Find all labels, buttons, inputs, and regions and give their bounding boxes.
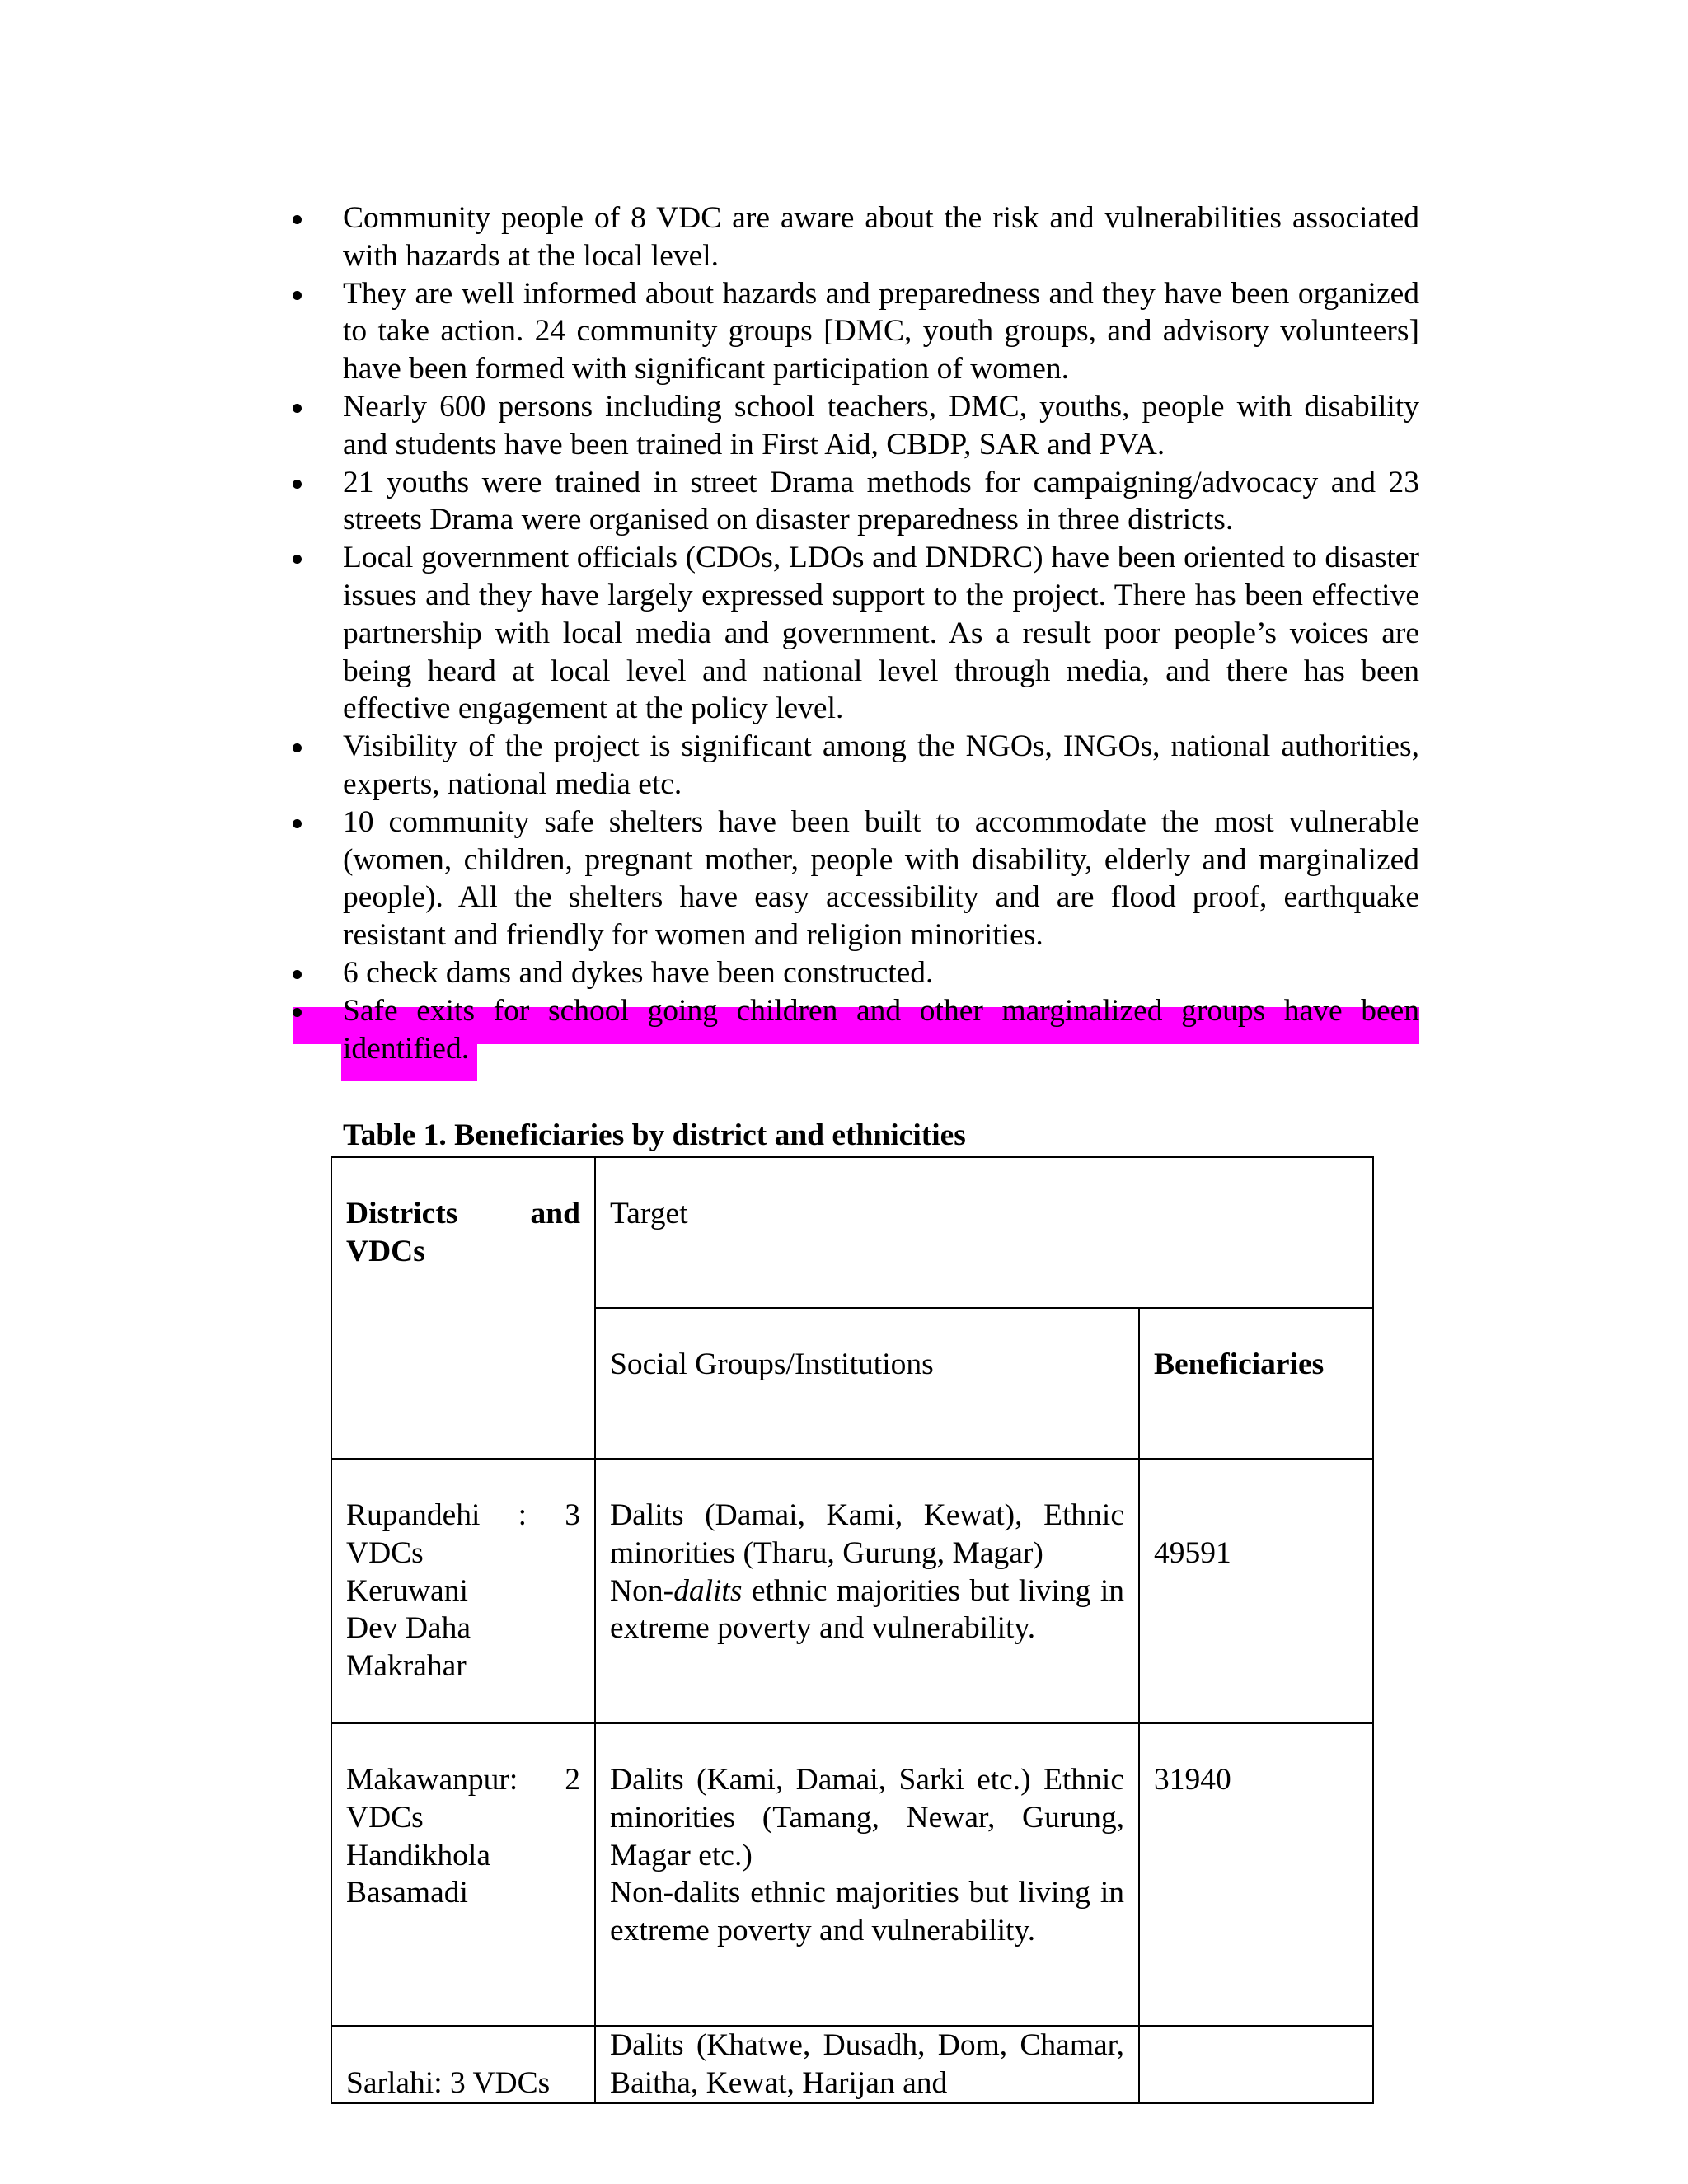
bullet-item [290,464,1419,540]
bullet-item [290,539,1419,728]
district-cell [331,2026,595,2103]
bullet-icon [293,970,302,979]
bullet-icon [293,743,302,752]
bullet-icon [293,291,302,300]
bullet-icon [293,480,302,489]
bullet-item-highlighted [290,992,1419,1068]
bullet-item [290,804,1419,954]
bullet-icon [293,215,302,224]
bullet-icon [293,555,302,564]
results-bullet-list [290,199,1419,1067]
social-groups-text [610,1572,1124,1648]
table-caption: Table 1. Beneficiaries by district and ethnicities [343,1118,966,1152]
bullet-text: Local government officials (CDOs, LDOs and DNDRC) have been oriented to disaster issues and they have largely expressed support to the project. There has been effective partnership with local media and government. As a result poor people’s voices are being heard at local level and national level through media, and there has been effective engagement at the policy level. [343,541,1419,726]
text-fragment: Non- [610,1573,674,1608]
bullet-text: Safe exits for school going children and other marginalized groups have been identified. [343,993,1419,1066]
district-cell [331,1459,595,1723]
table-row [331,1723,1373,2026]
bullet-icon [293,1008,302,1017]
bullet-item [290,954,1419,992]
social-groups-cell [595,2026,1139,2103]
vdc-name: Handikhola [346,1838,490,1872]
bullet-text: Nearly 600 persons including school teachers, DMC, youths, people with disability and students have been trained in First Aid, CBDP, SAR and PVA. [343,389,1419,462]
header-districts-cell [331,1157,595,1459]
beneficiaries-cell [1139,1459,1373,1723]
district-name: Makawanpur: 2 VDCs [346,1763,580,1835]
table-row [331,1459,1373,1723]
vdc-name: Keruwani [346,1573,468,1608]
bullet-text: Community people of 8 VDC are aware about the risk and vulnerabilities associated with hazards at the local level. [343,201,1419,273]
social-groups-cell [595,1459,1139,1723]
social-groups-text: Dalits (Khatwe, Dusadh, Dom, Chamar, Baitha, Kewat, Harijan and [610,2028,1124,2100]
bullet-text: 10 community safe shelters have been built to accommodate the most vulnerable (women, children, pregnant mother, people with disability, elderly and marginalized people). All the shelters have easy accessibility and are flood proof, earthquake resistant and friendly for women and religion minorities. [343,804,1419,953]
bullet-text: Visibility of the project is significant among the NGOs, INGOs, national authorities, experts, national media etc. [343,729,1419,801]
beneficiaries-cell [1139,2026,1373,2103]
beneficiaries-value: 31940 [1154,1763,1231,1797]
social-groups-text: Dalits (Damai, Kami, Kewat), Ethnic minorities (Tharu, Gurung, Magar) [610,1498,1124,1570]
bullet-text: 21 youths were trained in street Drama methods for campaigning/advocacy and 23 streets Drama were organised on disaster preparedness in three districts. [343,465,1419,537]
bullet-item [290,388,1419,464]
vdc-name: Makrahar [346,1649,467,1684]
text-fragment-italic: dalits [673,1573,743,1608]
social-groups-text: Non-dalits ethnic majorities but living in extreme poverty and vulnerability. [610,1876,1124,1948]
header-districts-label: Districts and VDCs [346,1197,580,1268]
header-beneficiaries-cell [1139,1308,1373,1459]
bullet-text: They are well informed about hazards and preparedness and they have been organized to take action. 24 community groups [DMC, youth groups, and advisory volunteers] have been formed with significant participation of women. [343,276,1419,387]
bullet-item [290,728,1419,804]
bullet-text: 6 check dams and dykes have been constructed. [343,955,934,990]
beneficiaries-table [331,1156,1374,2104]
header-social-groups-label: Social Groups/Institutions [610,1347,934,1381]
bullet-icon [293,404,302,413]
header-beneficiaries-label: Beneficiaries [1154,1347,1325,1381]
text-fragment: ethnic majorities but living in extreme poverty and vulnerability. [610,1573,1124,1646]
header-target-cell [595,1157,1373,1308]
vdc-name: Basamadi [346,1876,468,1910]
vdc-name: Dev Daha [346,1611,471,1646]
district-name: Sarlahi: 3 VDCs [346,2065,551,2100]
beneficiaries-value: 49591 [1154,1536,1231,1570]
social-groups-cell [595,1723,1139,2026]
beneficiaries-cell [1139,1723,1373,2026]
district-name: Rupandehi : 3 VDCs [346,1498,580,1570]
bullet-item [290,275,1419,388]
header-social-groups-cell [595,1308,1139,1459]
bullet-item [290,199,1419,275]
table-header-row [331,1157,1373,1308]
header-target-label: Target [610,1197,688,1230]
bullet-icon [293,819,302,828]
district-cell [331,1723,595,2026]
social-groups-text: Dalits (Kami, Damai, Sarki etc.) Ethnic minorities (Tamang, Newar, Gurung, Magar etc.) [610,1763,1124,1872]
table-row [331,2026,1373,2103]
